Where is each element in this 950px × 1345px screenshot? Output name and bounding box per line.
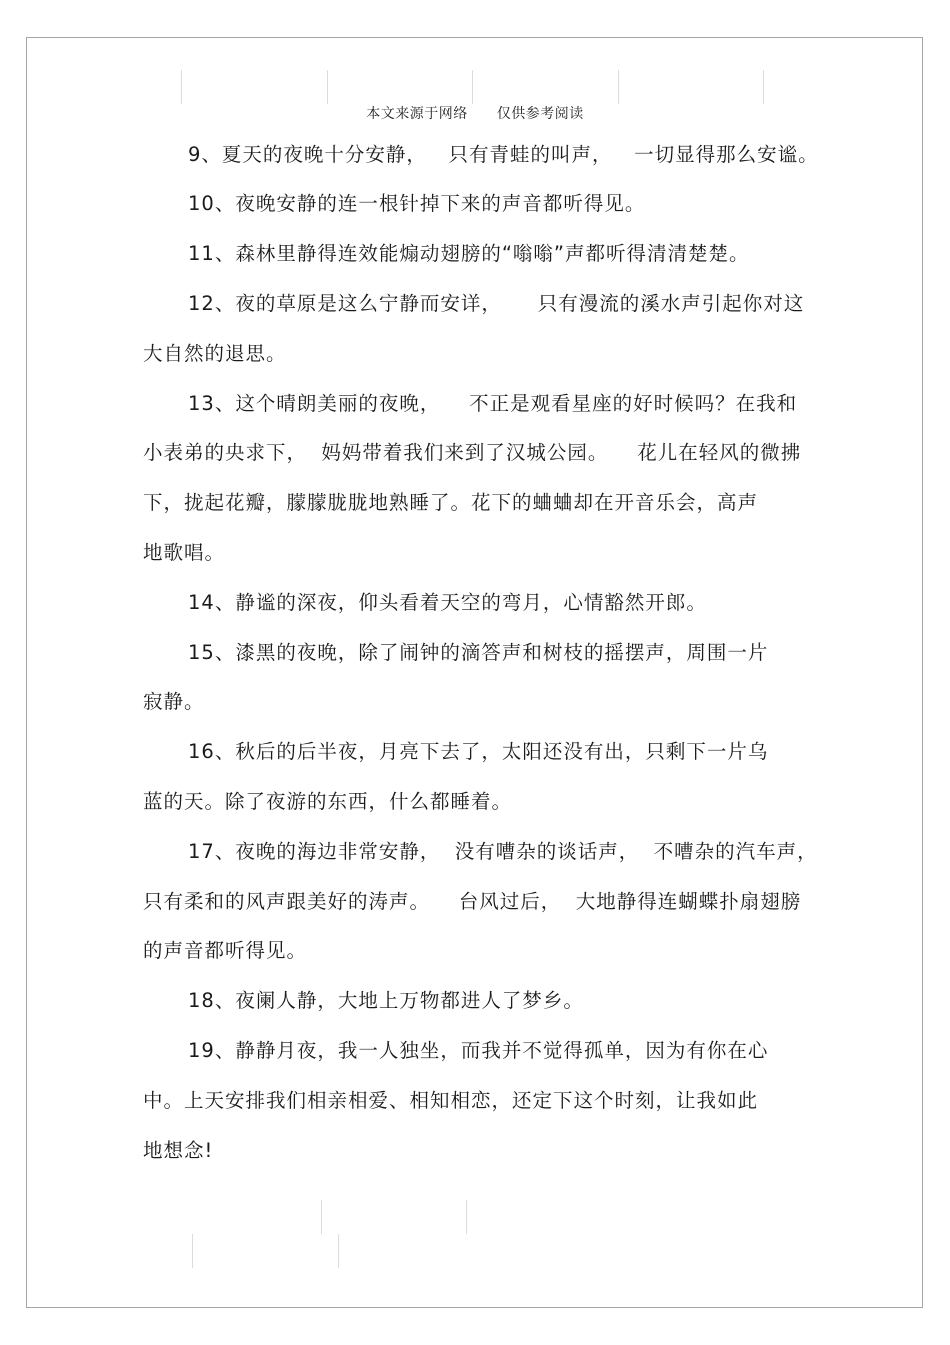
page-header — [0, 103, 950, 123]
text-line: 寂静。 — [143, 690, 205, 713]
decor-line — [466, 1200, 467, 1234]
document-page — [26, 37, 923, 1308]
text-line: 13、这个晴朗美丽的夜晚， 不正是观看星座的好时候吗？在我和 — [188, 392, 798, 415]
text-line: 11、森林里静得连效能煽动翅膀的“嗡嗡”声都听得清清楚楚。 — [188, 242, 750, 265]
decor-line — [321, 1200, 322, 1234]
text-line: 19、静静月夜，我一人独坐，而我并不觉得孤单，因为有你在心 — [188, 1039, 769, 1062]
text-line: 16、秋后的后半夜，月亮下去了，太阳还没有出，只剩下一片乌 — [188, 740, 769, 763]
decor-line — [618, 70, 619, 104]
text-line: 地歌唱。 — [143, 541, 226, 564]
decor-line — [181, 70, 182, 104]
text-line: 12、夜的草原是这么宁静而安详， 只有漫流的溪水声引起你对这 — [188, 292, 805, 315]
text-line: 大自然的退思。 — [143, 342, 287, 365]
decor-line — [327, 70, 328, 104]
decor-line — [472, 70, 473, 104]
text-line: 14、静谧的深夜，仰头看着天空的弯月，心情豁然开郎。 — [188, 591, 707, 614]
text-line: 15、漆黑的夜晚，除了闹钟的滴答声和树枝的摇摆声，周围一片 — [188, 641, 769, 664]
text-line: 只有柔和的风声跟美好的涛声。 台风过后， 大地静得连蝴蝶扑扇翅膀 — [143, 890, 802, 913]
header-reference-note: 仅供参考阅读 — [496, 106, 584, 122]
header-source-note: 本文来源于网络 — [366, 106, 468, 122]
text-line: 小表弟的央求下， 妈妈带着我们来到了汉城公园。 花儿在轻风的微拂 — [143, 441, 802, 464]
text-line: 18、夜阑人静，大地上万物都进人了梦乡。 — [188, 989, 584, 1012]
text-line: 的声音都听得见。 — [143, 939, 308, 962]
text-line: 下，拢起花瓣，朦朦胧胧地熟睡了。花下的蛐蛐却在开音乐会，高声 — [143, 491, 759, 514]
text-line: 蓝的天。除了夜游的东西，什么都睡着。 — [143, 790, 513, 813]
text-line: 10、夜晚安静的连一根针掉下来的声音都听得见。 — [188, 192, 646, 215]
text-line: 9、夏天的夜晚十分安静， 只有青蛙的叫声， 一切显得那么安谧。 — [188, 143, 819, 166]
text-line: 17、夜晚的海边非常安静， 没有嘈杂的谈话声， 不嘈杂的汽车声， — [188, 840, 818, 863]
decor-line — [192, 1234, 193, 1268]
decor-line — [763, 70, 764, 104]
text-line: 地想念! — [143, 1139, 214, 1162]
text-line: 中。上天安排我们相亲相爱、相知相恋，还定下这个时刻，让我如此 — [143, 1089, 759, 1112]
decor-line — [338, 1234, 339, 1268]
